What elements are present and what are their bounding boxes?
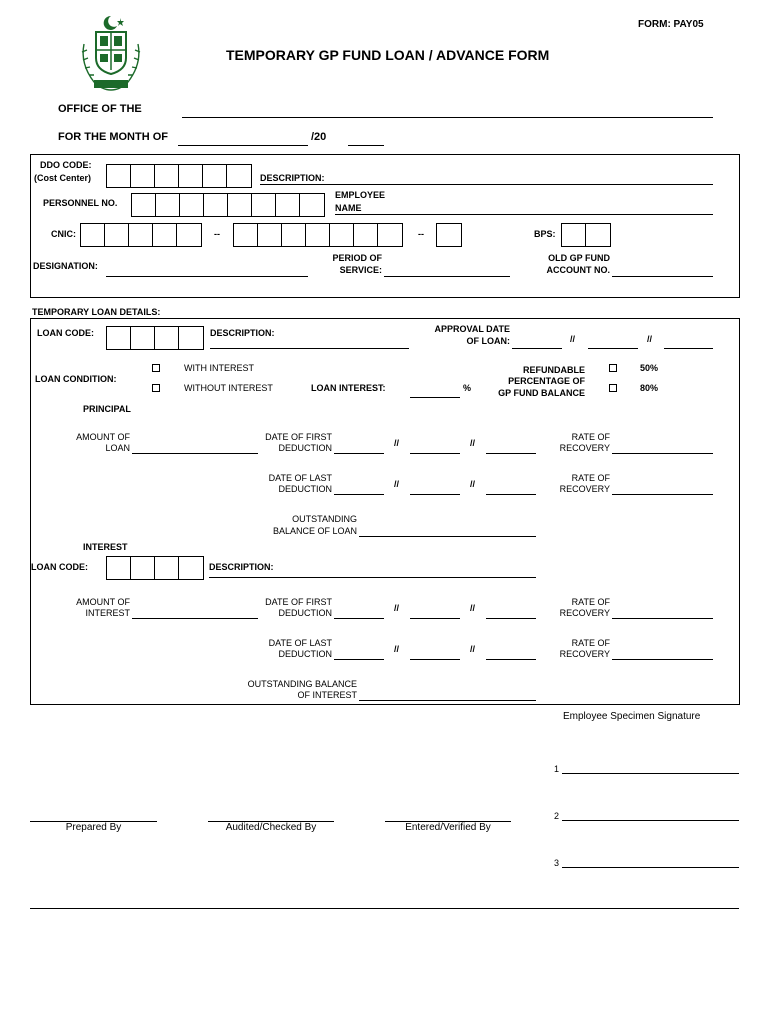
refundable-label-1: REFUNDABLE xyxy=(523,365,585,375)
interest-outstanding-field[interactable] xyxy=(359,700,536,701)
pct-80-label: 80% xyxy=(640,383,659,393)
principal-outstanding-field[interactable] xyxy=(359,536,536,537)
principal-first-label-2: DEDUCTION xyxy=(278,443,332,453)
refundable-label-3: GP FUND BALANCE xyxy=(498,388,585,398)
specimen-signature-2[interactable] xyxy=(562,820,739,821)
pct-50-label: 50% xyxy=(640,363,659,373)
bottom-divider xyxy=(30,908,739,909)
principal-rate-label-2: RECOVERY xyxy=(559,443,610,453)
principal-first-day-field[interactable] xyxy=(334,453,384,454)
loan-interest-label: LOAN INTEREST: xyxy=(311,383,386,393)
interest-description-field[interactable] xyxy=(209,577,536,578)
interest-first-label-2: DEDUCTION xyxy=(278,608,332,618)
loan-interest-field[interactable] xyxy=(410,397,460,398)
pct-50-checkbox[interactable] xyxy=(609,364,617,372)
principal-last-day-field[interactable] xyxy=(334,494,384,495)
loan-description-label: DESCRIPTION: xyxy=(210,328,275,338)
ddo-description-label: DESCRIPTION: xyxy=(260,173,325,183)
interest-first-year-field[interactable] xyxy=(486,618,536,619)
interest-rate-field[interactable] xyxy=(612,618,713,619)
employee-name-label-2: NAME xyxy=(335,203,362,213)
entered-by-label: Entered/Verified By xyxy=(405,822,491,833)
principal-first-year-field[interactable] xyxy=(486,453,536,454)
ddo-description-field[interactable] xyxy=(260,184,713,185)
specimen-signature-label: Employee Specimen Signature xyxy=(563,711,701,722)
cnic-dash-2: -- xyxy=(418,229,424,239)
office-label: OFFICE OF THE xyxy=(58,103,142,115)
without-interest-label: WITHOUT INTEREST xyxy=(184,383,273,393)
interest-rate2-label-1: RATE OF xyxy=(571,638,610,648)
designation-field[interactable] xyxy=(106,276,308,277)
date-sep: // xyxy=(470,479,476,489)
principal-outstanding-label-2: BALANCE OF LOAN xyxy=(272,526,357,536)
principal-last-year-field[interactable] xyxy=(486,494,536,495)
approval-month-field[interactable] xyxy=(588,348,638,349)
prepared-by-label: Prepared By xyxy=(65,822,122,833)
approval-label-1: APPROVAL DATE xyxy=(434,324,510,334)
loan-section xyxy=(30,318,740,705)
principal-last-label-2: DEDUCTION xyxy=(278,484,332,494)
cnic-label: CNIC: xyxy=(51,229,76,239)
period-label-1: PERIOD OF xyxy=(332,253,382,263)
principal-first-label-1: DATE OF FIRST xyxy=(265,432,332,442)
month-field[interactable] xyxy=(178,145,308,146)
interest-loan-code-label: LOAN CODE: xyxy=(31,562,88,572)
month-label: FOR THE MONTH OF xyxy=(58,131,168,143)
interest-last-day-field[interactable] xyxy=(334,659,384,660)
signature-number-1: 1 xyxy=(554,764,560,774)
interest-first-month-field[interactable] xyxy=(410,618,460,619)
ddo-code-label: DDO CODE: xyxy=(40,160,92,170)
employee-name-field[interactable] xyxy=(335,214,713,215)
principal-amount-label-2: LOAN xyxy=(105,443,130,453)
cnic-part3-input[interactable] xyxy=(436,223,462,247)
date-sep: // xyxy=(394,603,400,613)
interest-rate-label-2: RECOVERY xyxy=(559,608,610,618)
interest-outstanding-label-2: OF INTEREST xyxy=(297,690,357,700)
ddo-code-input[interactable] xyxy=(106,164,252,188)
interest-last-month-field[interactable] xyxy=(410,659,460,660)
interest-amount-label-1: AMOUNT OF xyxy=(76,597,130,607)
interest-last-label-2: DEDUCTION xyxy=(278,649,332,659)
year-prefix: /20 xyxy=(311,131,327,143)
interest-rate2-label-2: RECOVERY xyxy=(559,649,610,659)
year-field[interactable] xyxy=(348,145,384,146)
approval-sep-1: // xyxy=(570,334,576,344)
interest-loan-code-input[interactable] xyxy=(106,556,204,580)
office-field[interactable] xyxy=(182,117,713,118)
interest-description-label: DESCRIPTION: xyxy=(209,562,274,572)
old-account-label-2: ACCOUNT NO. xyxy=(546,265,610,275)
date-sep: // xyxy=(394,438,400,448)
personnel-label: PERSONNEL NO. xyxy=(43,198,118,208)
date-sep: // xyxy=(394,479,400,489)
specimen-signature-3[interactable] xyxy=(562,867,739,868)
loan-condition-label: LOAN CONDITION: xyxy=(35,374,117,384)
page-title: TEMPORARY GP FUND LOAN / ADVANCE FORM xyxy=(226,47,550,63)
period-field[interactable] xyxy=(384,276,510,277)
designation-label: DESIGNATION: xyxy=(33,261,98,271)
with-interest-label: WITH INTEREST xyxy=(184,363,254,373)
period-label-2: SERVICE: xyxy=(339,265,382,275)
specimen-signature-1[interactable] xyxy=(562,773,739,774)
interest-first-day-field[interactable] xyxy=(334,618,384,619)
principal-rate2-label-2: RECOVERY xyxy=(559,484,610,494)
without-interest-checkbox[interactable] xyxy=(152,384,160,392)
principal-amount-label-1: AMOUNT OF xyxy=(76,432,130,442)
interest-rate-label-1: RATE OF xyxy=(571,597,610,607)
cnic-dash-1: -- xyxy=(214,229,220,239)
cnic-part1-input[interactable] xyxy=(80,223,202,247)
date-sep: // xyxy=(394,644,400,654)
old-account-label-1: OLD GP FUND xyxy=(548,253,610,263)
loan-code-label: LOAN CODE: xyxy=(37,328,94,338)
percent-sign: % xyxy=(463,383,472,393)
approval-day-field[interactable] xyxy=(512,348,562,349)
interest-last-year-field[interactable] xyxy=(486,659,536,660)
principal-outstanding-label-1: OUTSTANDING xyxy=(292,514,357,524)
loan-code-input[interactable] xyxy=(106,326,204,350)
loan-description-field[interactable] xyxy=(210,348,409,349)
interest-first-label-1: DATE OF FIRST xyxy=(265,597,332,607)
pct-80-checkbox[interactable] xyxy=(609,384,617,392)
approval-label-2: OF LOAN: xyxy=(466,336,510,346)
loan-section-label: TEMPORARY LOAN DETAILS: xyxy=(32,307,161,317)
principal-rate-label-1: RATE OF xyxy=(571,432,610,442)
with-interest-checkbox[interactable] xyxy=(152,364,160,372)
state-emblem-icon xyxy=(74,14,148,94)
employee-name-label-1: EMPLOYEE xyxy=(335,190,386,200)
personnel-no-input[interactable] xyxy=(131,193,325,217)
interest-amount-field[interactable] xyxy=(132,618,258,619)
principal-last-month-field[interactable] xyxy=(410,494,460,495)
principal-first-month-field[interactable] xyxy=(410,453,460,454)
principal-rate2-label-1: RATE OF xyxy=(571,473,610,483)
interest-last-label-1: DATE OF LAST xyxy=(268,638,332,648)
interest-amount-label-2: INTEREST xyxy=(85,608,130,618)
bps-label: BPS: xyxy=(534,229,556,239)
signature-number-2: 2 xyxy=(554,811,560,821)
principal-rate2-field[interactable] xyxy=(612,494,713,495)
principal-heading: PRINCIPAL xyxy=(83,404,131,414)
cost-center-label: (Cost Center) xyxy=(34,173,92,183)
interest-rate2-field[interactable] xyxy=(612,659,713,660)
form-code: FORM: PAY05 xyxy=(638,19,704,30)
audited-by-label: Audited/Checked By xyxy=(225,822,317,833)
cnic-part2-input[interactable] xyxy=(233,223,403,247)
date-sep: // xyxy=(470,603,476,613)
interest-outstanding-label-1: OUTSTANDING BALANCE xyxy=(247,679,357,689)
refundable-label-2: PERCENTAGE OF xyxy=(508,376,585,386)
principal-last-label-1: DATE OF LAST xyxy=(268,473,332,483)
bps-input[interactable] xyxy=(561,223,611,247)
principal-amount-field[interactable] xyxy=(132,453,258,454)
signature-number-3: 3 xyxy=(554,858,560,868)
principal-rate-field[interactable] xyxy=(612,453,713,454)
approval-sep-2: // xyxy=(647,334,653,344)
interest-heading: INTEREST xyxy=(83,542,128,552)
date-sep: // xyxy=(470,644,476,654)
old-account-field[interactable] xyxy=(612,276,713,277)
approval-year-field[interactable] xyxy=(664,348,713,349)
date-sep: // xyxy=(470,438,476,448)
